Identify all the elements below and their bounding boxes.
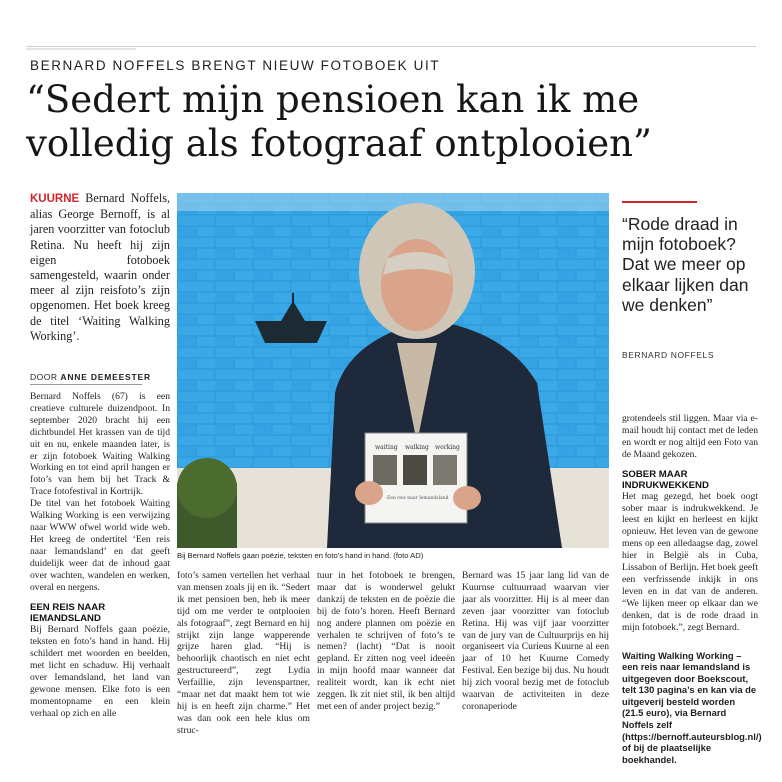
kicker: BERNARD NOFFELS BRENGT NIEUW FOTOBOEK UIT [30,58,441,73]
column-2: foto’s samen vertellen het verhaal van mensen zoals jij en ik. “Sedert ik met pensioen ben, heb ik meer tijd om me verder te ontplooien als fotograaf”, zegt Bernard en hij strijkt zijn lange wapperende grijze haren glad. “Hij is behoorlijk chaotisch en niet echt gestructureerd”, zegt Lydia Verfaillie, zijn levenspartner, “maar net dat maakt hem tot wie hij is en heeft zijn charme.” Het was dan ook een hele klus om struc- [177,570,310,736]
column-3: tuur in het fotoboek te brengen, maar dat is wonderwel gelukt dankzij de teksten en de poëzie die bij de foto’s horen. Heeft Bernard nog andere plannen om poëzie en verhalen te schrijven of foto’s te nemen? (lacht) “Dat is nooit gepland. Er zitten nog veel ideeën in mijn hoofd maar wanneer dat realiteit wordt, kan ik echt niet zeggen. Ik zit niet stil, ik ben altijd met een of ander project bezig.” [317,570,455,712]
byline-prefix: DOOR [30,372,58,382]
photo-caption: Bij Bernard Noffels gaan poëzie, teksten en foto’s hand in hand. (foto AD) [177,551,424,560]
paragraph: Bernard Noffels (67) is een creatieve culturele duizendpoot. In september 2020 bracht hij een dichtbundel Het krassen van de tijd uit en nu, enkele maanden later, is er zijn fotoboek Waiting Walking Working en tot eind april hangen er foto’s van hem bij het Track & Trace fotofestival in Kortrijk. [30,391,170,498]
column-5 [622,413,762,765]
byline [30,372,151,385]
column-4: Bernard was 15 jaar lang lid van de Kuurnse cultuurraad waarvan vier jaar als voorzitter. Hij is al meer dan zeven jaar voorzitter van fotoclub Retina. Hij was vijf jaar voorzitter van de jury van de Cultuurprijs en hij organiseert via Curieus Kuurne al een jaar of 10 het Kuurne Comedy Festival. Een bezige bij dus. Nu houdt hij zich vooral bezig met de fotoclub waarvan de activiteiten in deze coronaperiode [462,570,609,712]
subhead: SOBER MAAR INDRUKWEKKEND [622,468,709,491]
top-rule [26,46,756,47]
book-subtitle: Een reis naar Iemandsland [387,496,449,501]
article-photo [177,193,609,548]
portrait-photo [177,193,609,548]
book-word-3: working [435,444,460,451]
top-rule-shadow [26,48,136,50]
column-1 [30,391,170,720]
book-info-note: Waiting Walking Working – een reis naar Iemandsland is uitgegeven door Boekscout, telt 130 pagina’s en kan via de uitgeverij besteld worden (21.5 euro), via Bernard Noffels zelf (https://bernoff.auteursblog.nl/) of bij de plaatselijke boekhandel. [622,649,762,765]
dateline-location: KUURNE [30,193,80,205]
paragraph: Het mag gezegd, het boek oogt sober maar is indrukwekkend. Je leest en kijkt en herleest en kijkt opnieuw. Het leven van de gewone mens op een alledaagse dag, zowel hier in België als in Cuba, Lissabon of Berlijn. Het boek geeft een verfrissende inkijk in ons leven en in dat van de anderen. “We lijken meer op elkaar dan we denken, dat is de rode draad in mijn fotoboek.”, zegt Bernard. [622,490,758,633]
intro-text: Bernard Noffels, alias George Bernoff, is al jaren voorzitter van fotoclub Retina. Nu heeft hij zijn eigen fotoboek samengesteld, waarin onder meer al zijn reisfoto’s zijn opgenomen. Het boek kreeg de titel ‘Waiting Walking Working’. [30,191,170,343]
byline-author: ANNE DEMEESTER [60,372,151,382]
paragraph: Bij Bernard Noffels gaan poëzie, teksten en foto’s hand in hand. Hij schildert met woorden en beelden, met licht en schaduw. Hij verhaalt over Iemandsland, het land van gewone mensen. Elke foto is een momentopname en een klein verhaal op zich en alle [30,624,170,719]
subhead: EEN REIS NAAR IEMANDSLAND [30,602,106,625]
intro-paragraph [30,191,170,344]
headline: “Sedert mijn pensioen kan ik me volledig als fotograaf ontplooien” [26,78,652,165]
pull-quote-author: BERNARD NOFFELS [622,350,715,360]
book-word-2: walking [405,444,429,451]
pull-quote: “Rode draad in mijn fotoboek? Dat we meer op elkaar lijken dan we denken” [622,214,749,315]
quote-accent-rule [622,201,697,203]
book-word-1: waiting [375,444,398,451]
paragraph: grotendeels stil liggen. Maar via e-mail houdt hij contact met de leden en wordt er nog altijd een Foto van de Maand gekozen. [622,413,758,460]
paragraph: De titel van het fotoboek Waiting Walking Working is een verwijzing naar WWW ofwel world wide web. Het kreeg de ondertitel ‘Een reis naar Iemandsland’ en dat geeft duidelijk weer dat de inhoud gaat over wachten, wandelen en werken, overal en nergens. [30,498,170,593]
